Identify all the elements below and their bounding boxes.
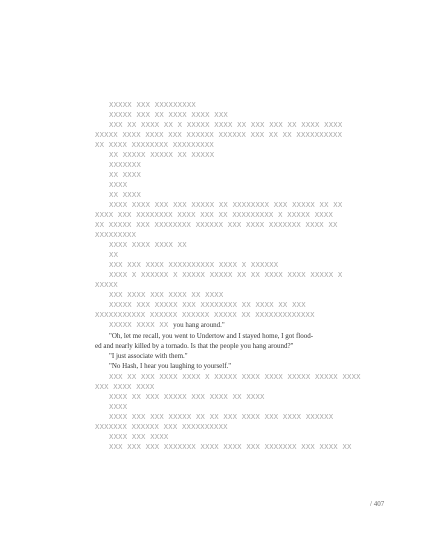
redacted-line: XXXX XXX XXXX: [109, 432, 169, 441]
redacted-line: XXX XXX XXXX XXXXXXXXXX XXXX X XXXXXX: [109, 260, 279, 269]
redacted-line: XXXX: [109, 402, 128, 411]
redacted-line: XXXX XX XXX XXXXX XXX XXXX XX XXXX: [109, 392, 265, 401]
redacted-line: XXXXXXX: [109, 160, 142, 169]
redacted-line: XXXX XXXX XXXX XX: [109, 240, 187, 249]
dialogue-line-2a: "Oh, let me recall, you went to Undertow and I stayed home, I got flood-: [109, 332, 314, 340]
redacted-line: XX XXXXX XXX XXXXXXXX XXXXXX XXX XXXX XXXXXXX XXXX XX: [95, 220, 338, 229]
redacted-line: XXXX XXX XXXXXXXX XXXX XXX XX XXXXXXXXX X XXXXX XXXX: [95, 210, 334, 219]
dialogue-line-4: "No Hash, I hear you laughing to yourself.": [109, 362, 232, 370]
redacted-line: XXXXXXX XXXXXX XXX XXXXXXXXXX: [95, 422, 228, 431]
redacted-line: XXX XX XXX XXXX XXXX X XXXXX XXXX XXXX XXXXX XXXXX XXXX: [109, 372, 361, 381]
dialogue-line-1: [95, 320, 225, 330]
redacted-line: XXX XXX XXX XXXXXXX XXXX XXXX XXX XXXXXXX XXX XXXX XX: [109, 442, 352, 451]
redacted-line: XX XXXX: [109, 190, 142, 199]
redacted-line: XXXX XXX XXX XXXXX XX XX XXX XXXX XXX XXXX XXXXXX: [109, 412, 334, 421]
redacted-line: XXXXX XXXX XXXX XXX XXXXXX XXXXXX XXX XX XX XXXXXXXXXX: [95, 130, 343, 139]
redacted-line: XX: [109, 250, 119, 259]
redacted-line: XX XXXX: [109, 170, 142, 179]
redacted-line: XXXXXXXXXXX XXXXXX XXXXXX XXXXX XX XXXXXXXXXXXXX: [95, 310, 315, 319]
redacted-line: XXXX: [109, 180, 128, 189]
redacted-line: XXX XX XXXX XX X XXXXX XXXX XX XXX XXX XX XXXX XXXX: [109, 120, 343, 129]
page-number: / 407: [370, 500, 385, 508]
redacted-line: XXXXX XXX XX XXXX XXXX XXX: [109, 110, 229, 119]
dialogue-text: you hang around.": [173, 321, 225, 329]
redacted-line: XXXX X XXXXXX X XXXXX XXXXX XX XX XXXX XXXX XXXXX X: [109, 270, 343, 279]
redacted-line: XXX XXXX XXXX: [95, 382, 155, 391]
redacted-line: XX XXXXX XXXXX XX XXXXX: [109, 150, 215, 159]
redacted-line: XXX XXXX XXX XXXX XX XXXX: [109, 290, 224, 299]
redacted-line: XX XXXX XXXXXXXX XXXXXXXXX: [95, 140, 215, 149]
redacted-line: XXXX XXXX XXX XXX XXXXX XX XXXXXXXX XXX XXXXX XX XX: [109, 200, 343, 209]
dialogue-line-3: "I just associate with them.": [109, 352, 188, 360]
dialogue-line-2b: ed and nearly killed by a tornado. Is that the people you hang around?": [95, 342, 294, 350]
redacted-line: XXXXX XXX XXXXX XXX XXXXXXXX XX XXXX XX XXX: [109, 300, 306, 309]
redacted-fragment: XXXXX XXXX XX: [109, 320, 169, 329]
redacted-line: XXXXX XXX XXXXXXXXX: [109, 100, 196, 109]
redacted-line: XXXXXXXXX: [95, 230, 137, 239]
redacted-line: XXXXX: [95, 280, 118, 289]
